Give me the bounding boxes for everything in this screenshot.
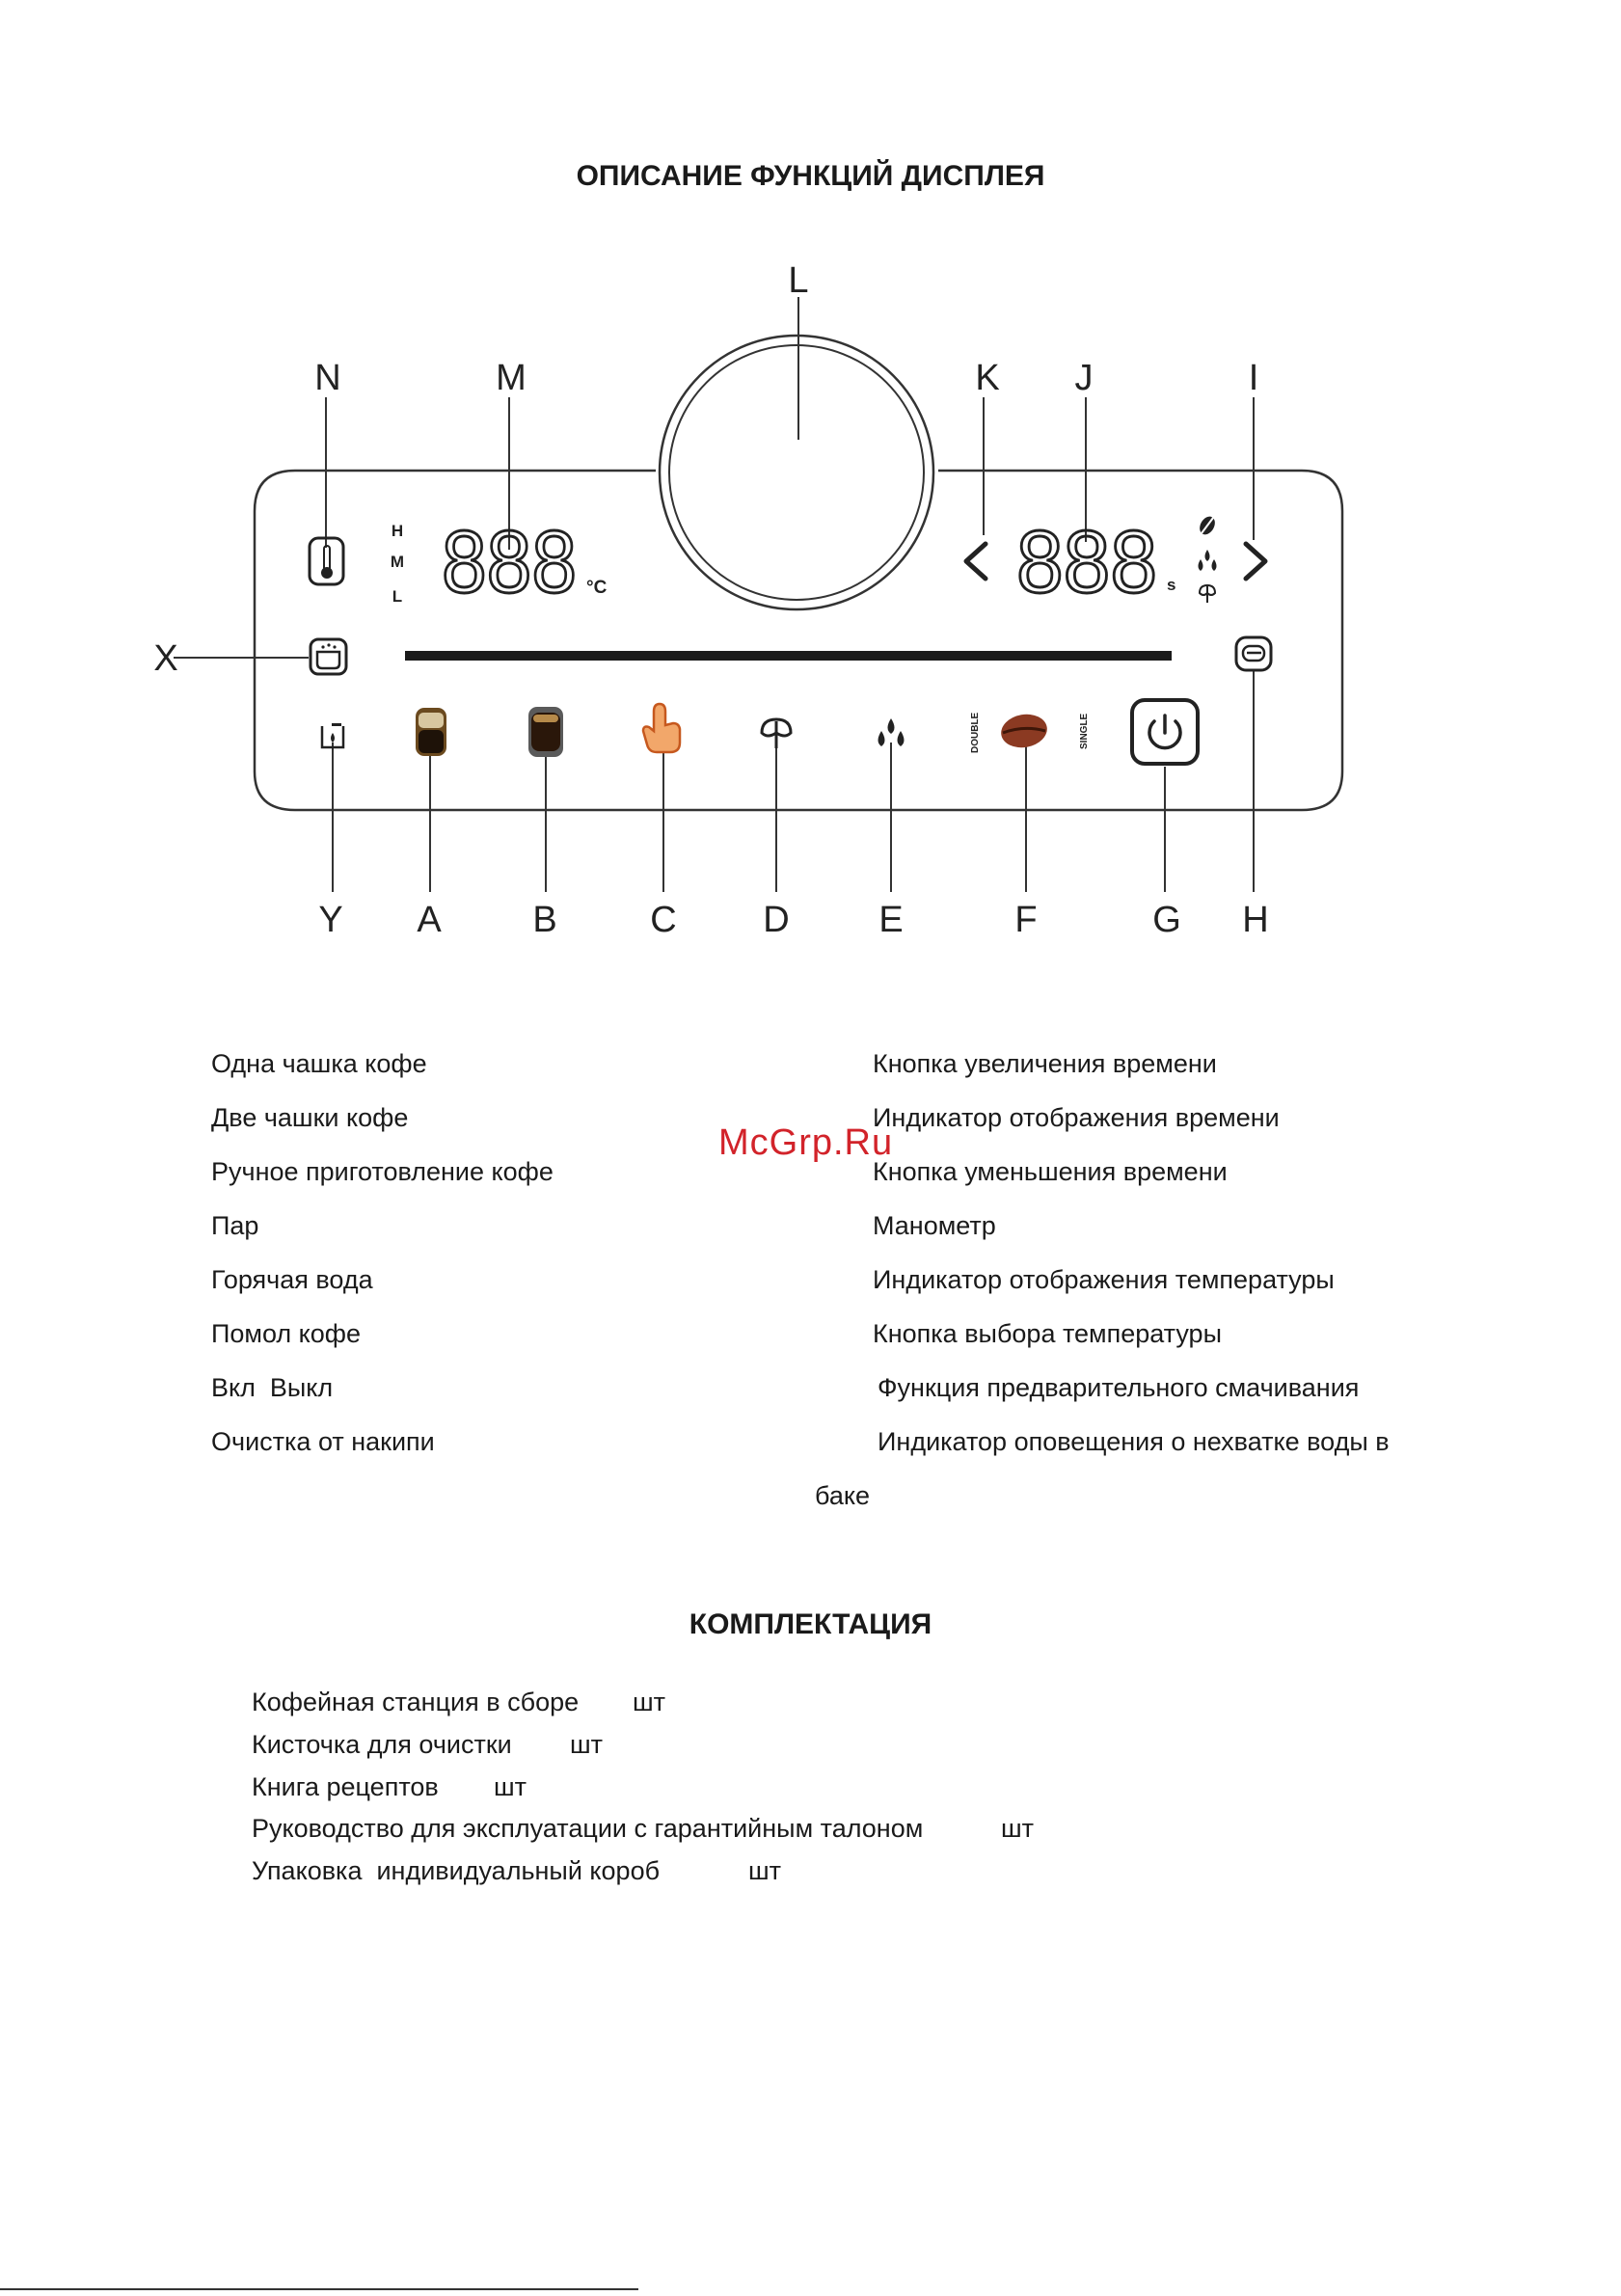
desc-water-warning-cont: баке [815, 1481, 870, 1510]
contents-item-unit: шт [570, 1730, 604, 1759]
watermark: McGrp.Ru [718, 1122, 894, 1163]
one-cup-icon[interactable] [416, 708, 446, 756]
time-display: 888 [1016, 513, 1157, 611]
callout-G: G [1152, 900, 1181, 940]
double-label: DOUBLE [970, 712, 981, 753]
desc-time-plus: Кнопка увеличения времени [873, 1049, 1217, 1078]
callout-N: N [314, 358, 341, 398]
callout-X: X [153, 638, 178, 679]
contents-title: КОМПЛЕКТАЦИЯ [689, 1608, 932, 1640]
desc-one-cup: Одна чашка кофе [211, 1049, 427, 1078]
footer-rule [0, 2288, 638, 2290]
coffee-bean-icon[interactable] [998, 711, 1049, 751]
prewet-icon[interactable] [1236, 637, 1271, 670]
callout-D: D [763, 900, 790, 940]
contents-item-unit: шт [633, 1688, 666, 1716]
panel-outline [255, 471, 1342, 810]
power-icon[interactable] [1132, 700, 1198, 764]
desc-temp-button: Кнопка выбора температуры [873, 1319, 1222, 1348]
temperature-display: 888 [442, 513, 577, 611]
contents-item-unit: шт [494, 1772, 527, 1801]
callout-Y: Y [318, 900, 343, 940]
progress-bar [405, 651, 1172, 661]
callout-K: K [975, 358, 1000, 398]
temp-unit: °C [586, 578, 608, 598]
contents-item-name: Кисточка для очистки [252, 1730, 512, 1759]
callout-M: M [496, 358, 527, 398]
control-panel-diagram [0, 0, 1621, 964]
temp-level-m: M [390, 553, 405, 571]
desc-water-warning: Индикатор оповещения о нехватке воды в [878, 1427, 1390, 1456]
callout-B: B [532, 900, 557, 940]
thermometer-icon[interactable] [310, 538, 343, 584]
desc-manual: Ручное приготовление кофе [211, 1157, 554, 1186]
callout-A: A [417, 900, 442, 940]
page-title: ОПИСАНИЕ ФУНКЦИЙ ДИСПЛЕЯ [576, 160, 1045, 192]
desc-manometer: Манометр [873, 1211, 996, 1240]
desc-grind: Помол кофе [211, 1319, 362, 1348]
desc-temp-display: Индикатор отображения температуры [873, 1265, 1335, 1294]
small-drops-icon [1199, 550, 1217, 571]
desc-two-cups: Две чашки кофе [211, 1103, 409, 1132]
chevron-right-icon[interactable] [1246, 544, 1265, 579]
descaling-icon[interactable] [311, 639, 346, 674]
temp-level-h: H [391, 522, 404, 540]
contents-item-name: Книга рецептов [252, 1772, 439, 1801]
contents-item-unit: шт [1001, 1814, 1035, 1843]
single-label: SINGLE [1079, 713, 1090, 749]
callout-L: L [788, 260, 809, 301]
callout-F: F [1014, 900, 1038, 940]
callout-C: C [650, 900, 677, 940]
small-bean-icon [1197, 514, 1218, 537]
steam-icon[interactable] [762, 719, 791, 748]
callout-I: I [1248, 358, 1259, 398]
contents-item-name: Руководство для эксплуатации с гарантийным талоном [252, 1814, 924, 1843]
chevron-left-icon[interactable] [966, 544, 986, 579]
desc-hot-water: Горячая вода [211, 1265, 373, 1294]
two-cups-icon[interactable] [528, 707, 563, 757]
drops-icon[interactable] [878, 718, 905, 746]
small-steam-icon [1200, 585, 1215, 603]
callout-H: H [1242, 900, 1269, 940]
desc-descaling: Очистка от накипи [211, 1427, 435, 1456]
contents-item-unit: шт [748, 1856, 782, 1885]
callout-E: E [878, 900, 904, 940]
desc-prewet: Функция предварительного смачивания [878, 1373, 1360, 1402]
desc-steam: Пар [211, 1211, 259, 1240]
desc-power: Вкл Выкл [211, 1373, 334, 1402]
callout-J: J [1074, 358, 1094, 398]
time-unit: s [1167, 576, 1176, 594]
manometer-dial [660, 336, 933, 609]
contents-item-name: Кофейная станция в сборе [252, 1688, 580, 1716]
temp-level-l: L [392, 587, 403, 606]
desc-time-minus: Кнопка уменьшения времени [873, 1157, 1228, 1186]
desc-time-display: Индикатор отображения времени [873, 1103, 1280, 1132]
hand-icon[interactable] [643, 704, 680, 752]
contents-item-name: Упаковка индивидуальный короб [252, 1856, 661, 1885]
